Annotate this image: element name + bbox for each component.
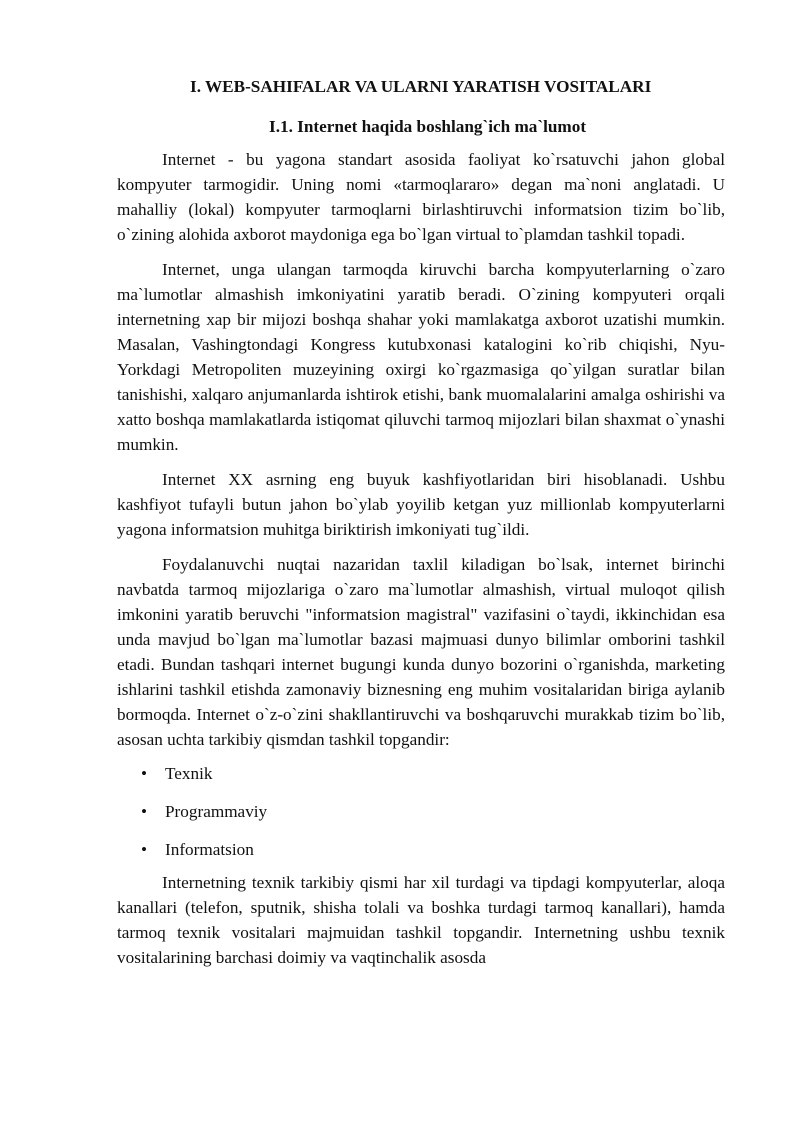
document-page [117, 74, 725, 970]
bullet-icon: • [141, 764, 148, 783]
bullet-icon: • [141, 840, 148, 859]
paragraph-technical-component: Internetning texnik tarkibiy qismi har xil turdagi va tipdagi kompyuterlar, aloqa kanallari (telefon, sputnik, shisha tolali va boshka turdagi tarmoq kanallari), hamda tarmoq texnik vositalari majmuidan tashkil topgandir. Internetning ushbu texnik vositalarining barchasi doimiy va vaqtinchalik asosda [117, 873, 725, 967]
paragraph-user-perspective: Foydalanuvchi nuqtai nazaridan taxlil kiladigan bo`lsak, internet birinchi navbatda tarmoq mijozlariga o`zaro ma`lumotlar almashish, virtual muloqot qilish imkonini yaratib beruvchi "informatsion magistral" vazifasini o`taydi, ikkinchidan esa unda mavjud bo`lgan ma`lumotlar bazasi majmuasi dunyo bilimlar omborini tashkil etadi. Bundan tashqari internet bugungi kunda dunyo bozorini o`rganishda, marketing ishlarini tashkil etishda zamonaviy biznesning eng muhim vositalaridan biriga aylanib bormoqda. Internet o`z-o`zini shakllantiruvchi va boshqaruvchi murakkab tizim bo`lib, asosan uchta tarkibiy qismdan tashkil topgandir: [117, 555, 725, 749]
paragraph-internet-definition: Internet - bu yagona standart asosida faoliyat ko`rsatuvchi jahon global kompyuter tarmogidir. Uning nomi «tarmoqlararo» degan ma`noni anglatadi. U mahalliy (lokal) kompyuter tarmoqlarni birlashtiruvchi informatsion tizim bo`lib, o`zining alohida axborot maydoniga ega bo`lgan virtual to`plamdan tashkil topadi. [117, 150, 725, 244]
paragraph-xx-century: Internet XX asrning eng buyuk kashfiyotlaridan biri hisoblanadi. Ushbu kashfiyot tufayli butun jahon bo`ylab yoyilib ketgan yuz millionlab kompyuterlarni yagona informatsion muhitga biriktirish imkoniyati tug`ildi. [117, 470, 725, 539]
paragraph-data-exchange: Internet, unga ulangan tarmoqda kiruvchi barcha kompyuterlarning o`zaro ma`lumotlar almashish imkoniyatini yaratib beradi. O`zining kompyuteri orqali internetning xap bir mijozi boshqa shahar yoki mamlakatga axborot uzatishi mumkin. Masalan, Vashingtondagi Kongress kutubxonasi katalogini ko`rib chiqishi, Nyu-Yorkdagi Metropoliten muzeyining oxirgi ko`rgazmasiga qo`yilgan suratlar bilan tanishishi, xalqaro anjumanlarda ishtirok etishi, bank muomalalarini amalga oshirishi va xatto boshqa mamlakatlarda istiqomat qiluvchi tarmoq mijozlari bilan shaxmat o`ynashi mumkin. [117, 260, 725, 454]
component-list [117, 761, 725, 862]
list-item [117, 799, 725, 824]
list-item-label: Programmaviy [165, 802, 268, 821]
list-item [117, 761, 725, 786]
list-item-label: Informatsion [165, 840, 254, 859]
list-item [117, 837, 725, 862]
list-item-label: Texnik [165, 764, 213, 783]
section-title: I.1. Internet haqida boshlang`ich ma`lumot [269, 117, 587, 136]
chapter-title: I. WEB-SAHIFALAR VA ULARNI YARATISH VOSITALARI [190, 77, 652, 96]
bullet-icon: • [141, 802, 148, 821]
